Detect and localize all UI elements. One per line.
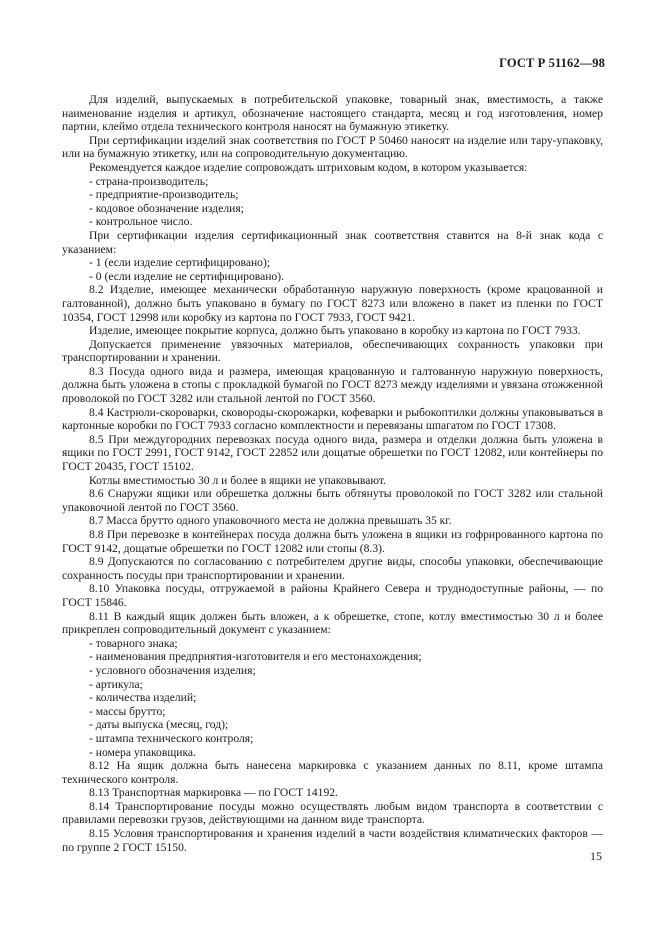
page-number: 15: [590, 849, 602, 863]
paragraph: 8.5 При междугородних перевозках посуда одного вида, размера и отделки должна быть уложена в ящики по ГОСТ 2991, ГОСТ 9142, ГОСТ 22852 или дощатые обрешетки по ГОСТ 12082, или контейнеры по ГОСТ 20435, ГОСТ 15102.: [62, 432, 603, 474]
list-item: - 1 (если изделие сертифицировано);: [89, 256, 271, 270]
list-item: - номера упаковщика.: [89, 745, 196, 759]
paragraph: Изделие, имеющее покрытие корпуса, должно быть упаковано в коробку из картона по ГОСТ 7933.: [89, 324, 581, 338]
list-item: - массы брутто;: [89, 704, 166, 718]
paragraph: 8.10 Упаковка посуды, отгружаемой в районы Крайнего Севера и труднодоступные районы, — по ГОСТ 15846.: [62, 582, 603, 609]
paragraph: При сертификации изделия сертификационный знак соответствия ставится на 8-й знак кода с указанием:: [62, 228, 603, 256]
list-item: - предприятие-производитель;: [89, 188, 239, 202]
list-item: - даты выпуска (месяц, год);: [89, 718, 229, 732]
list-item: - товарного знака;: [89, 636, 178, 650]
paragraph: 8.7 Масса брутто одного упаковочного места не должна превышать 35 кг.: [89, 514, 452, 528]
list-item: - количества изделий;: [89, 691, 197, 705]
list-item: - штампа технического контроля;: [89, 731, 254, 745]
paragraph: 8.9 Допускаются по согласованию с потребителем другие виды, способы упаковки, обеспечивающие сохранность посуды при транспортировании и хранении.: [62, 555, 603, 582]
list-item: - страна-производитель;: [89, 174, 209, 188]
list-item: - наименования предприятия-изготовителя и его местонахождения;: [89, 650, 422, 664]
paragraph: Котлы вместимостью 30 л и более в ящики не упаковывают.: [89, 473, 386, 487]
paragraph: 8.4 Кастрюли-скороварки, сковороды-скорожарки, кофеварки и рыбокоптилки должны упаковываться в картонные коробки по ГОСТ 7933 согласно комплектности и перевязаны шпагатом по ГОСТ 17308.: [62, 405, 603, 433]
paragraph: 8.12 На ящик должна быть нанесена маркировка с указанием данных по 8.11, кроме штампа технического контроля.: [62, 759, 603, 786]
paragraph: Для изделий, выпускаемых в потребительской упаковке, товарный знак, вместимость, а также наименование изделия и артикул, обозначение настоящего стандарта, месяц и год изготовления, номер партии, клеймо отдела технического контроля наносят на бумажную этикетку.: [62, 93, 603, 134]
paragraph: 8.11 В каждый ящик должен быть вложен, а к обрешетке, стопе, котлу вместимостью 30 л и более прикреплен сопроводительный документ с указанием:: [62, 609, 603, 637]
paragraph: 8.3 Посуда одного вида и размера, имеющая крацованную и галтованную наружную поверхность, должна быть уложена в стопы с прокладкой бумагой по ГОСТ 8273 между изделиями и увязана отожженной проволокой по ГОСТ 3282 или стальной лентой по ГОСТ 3560.: [62, 364, 603, 406]
paragraph: 8.15 Условия транспортирования и хранения изделий в части воздействия климатических факторов — по группе 2 ГОСТ 15150.: [62, 827, 603, 854]
paragraph: 8.2 Изделие, имеющее механически обработанную наружную поверхность (кроме крацованной и галтованной), должно быть упаковано в бумагу по ГОСТ 8273 или вложено в пакет из пленки по ГОСТ 10354, ГОСТ 12998 или коробку из картона по ГОСТ 7933, ГОСТ 9421.: [62, 283, 603, 324]
list-item: - кодовое обозначение изделия;: [89, 201, 244, 215]
paragraph: 8.8 При перевозке в контейнерах посуда должна быть уложена в ящики из гофрированного картона по ГОСТ 9142, дощатые обрешетки по ГОСТ 12082 или стопы (8.3).: [62, 528, 603, 555]
list-item: - контрольное число.: [89, 215, 193, 229]
paragraph: Рекомендуется каждое изделие сопровождать штриховым кодом, в котором указывается:: [89, 160, 528, 174]
paragraph: 8.14 Транспортирование посуды можно осуществлять любым видом транспорта в соответствии с правилами перевозки грузов, действующими на данном виде транспорта.: [62, 799, 603, 827]
paragraph: 8.6 Снаружи ящики или обрешетка должны быть обтянуты проволокой по ГОСТ 3282 или стальной упаковочной лентой по ГОСТ 3560.: [62, 487, 603, 514]
paragraph: 8.13 Транспортная маркировка — по ГОСТ 14192.: [89, 786, 338, 800]
list-item: - 0 (если изделие не сертифицировано).: [89, 269, 284, 283]
standard-header: ГОСТ Р 51162—98: [499, 56, 605, 70]
list-item: - условного обозначения изделия;: [89, 663, 256, 677]
paragraph: Допускается применение увязочных материалов, обеспечивающих сохранность упаковки при транспортировании и хранении.: [62, 337, 603, 365]
paragraph: При сертификации изделий знак соответствия по ГОСТ Р 50460 наносят на изделие или тару-упаковку, или на бумажную этикетку, или на сопроводительную документацию.: [62, 133, 603, 161]
document-body: [62, 93, 603, 854]
list-item: - артикула;: [89, 677, 143, 691]
